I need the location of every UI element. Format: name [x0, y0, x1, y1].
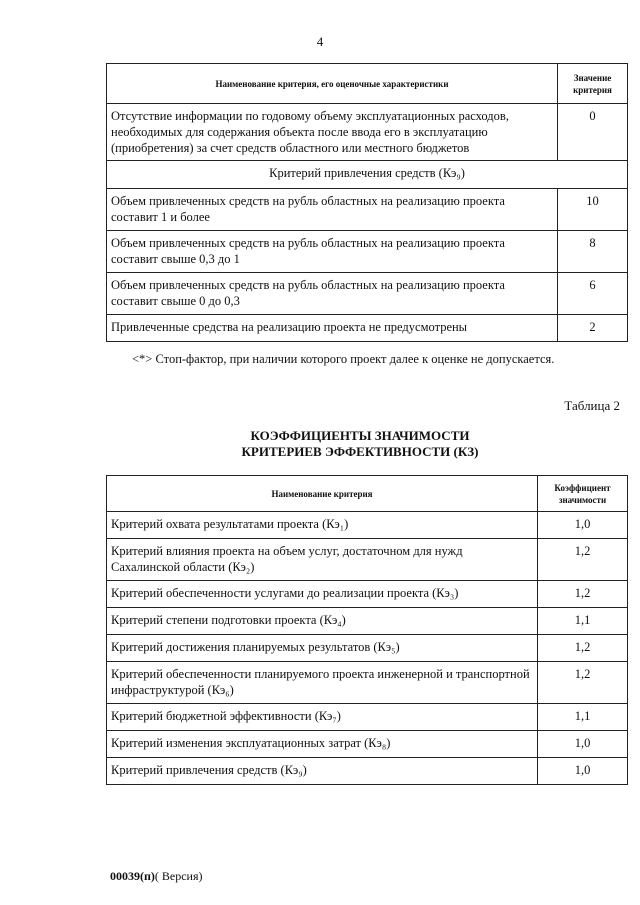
table-row [107, 608, 628, 635]
page-number: 4 [316, 34, 324, 49]
table-row [107, 315, 628, 342]
table2-title-line1: КОЭФФИЦИЕНТЫ ЗНАЧИМОСТИ [250, 428, 470, 443]
criterion-text: Критерий привлечения средств (Кэ₉) [107, 758, 538, 785]
criterion-text: Критерий изменения эксплуатационных затрат (Кэ₈) [107, 731, 538, 758]
criterion-text: Объем привлеченных средств на рубль областных на реализацию проекта составит 1 и более [107, 189, 558, 231]
table-row [107, 758, 628, 785]
criterion-value: 2 [558, 315, 628, 342]
criterion-text: Критерий обеспеченности услугами до реализации проекта (Кэ₃) [107, 581, 538, 608]
document-code-version: ( Версия) [154, 869, 203, 883]
criterion-text: Объем привлеченных средств на рубль областных на реализацию проекта составит свыше 0,3 до 1 [107, 231, 558, 273]
criterion-text: Критерий степени подготовки проекта (Кэ₄) [107, 608, 538, 635]
criterion-text: Критерий достижения планируемых результатов (Кэ₅) [107, 635, 538, 662]
table-row [107, 189, 628, 231]
table-row [107, 539, 628, 581]
table-row [107, 273, 628, 315]
criterion-value: 8 [558, 231, 628, 273]
coefficient-value: 1,0 [538, 758, 628, 785]
section-title: Критерий привлечения средств (Кэ₉) [107, 161, 628, 189]
table-row [107, 635, 628, 662]
criterion-text: Привлеченные средства на реализацию проекта не предусмотрены [107, 315, 558, 342]
table2-header-value: Коэффициент значимости [538, 476, 628, 512]
coefficient-value: 1,1 [538, 704, 628, 731]
table1-header-name: Наименование критерия, его оценочные характеристики [107, 64, 558, 104]
criterion-text: Критерий охвата результатами проекта (Кэ₁) [107, 512, 538, 539]
criterion-text: Критерий влияния проекта на объем услуг, достаточном для нужд Сахалинской области (Кэ₂) [107, 539, 538, 581]
stop-factor-footnote: <*> Стоп-фактор, при наличии которого проект далее к оценке не допускается. [132, 352, 555, 366]
coefficient-value: 1,2 [538, 581, 628, 608]
table-row [107, 704, 628, 731]
table-row [107, 662, 628, 704]
coefficient-value: 1,0 [538, 512, 628, 539]
coefficient-value: 1,2 [538, 635, 628, 662]
document-code-number: 00039(п) [110, 869, 155, 883]
coefficient-value: 1,1 [538, 608, 628, 635]
criterion-text: Отсутствие информации по годовому объему эксплуатационных расходов, необходимых для содержания объекта после ввода его в эксплуатацию (приобретения) за счет средств областного или местного бюджетов [107, 104, 558, 161]
table-row [107, 231, 628, 273]
table1-header-value: Значение критерия [558, 64, 628, 104]
criterion-text: Критерий бюджетной эффективности (Кэ₇) [107, 704, 538, 731]
coefficient-value: 1,0 [538, 731, 628, 758]
criterion-text: Объем привлеченных средств на рубль областных на реализацию проекта составит свыше 0 до 0,3 [107, 273, 558, 315]
criteria-values-table [106, 63, 628, 342]
document-code [110, 869, 203, 884]
table-section-row [107, 161, 628, 189]
criterion-value: 6 [558, 273, 628, 315]
table2-title-line2: КРИТЕРИЕВ ЭФФЕКТИВНОСТИ (КЗ) [241, 444, 479, 459]
coefficient-value: 1,2 [538, 539, 628, 581]
criterion-text: Критерий обеспеченности планируемого проекта инженерной и транспортной инфраструктурой (Кэ₆) [107, 662, 538, 704]
coefficient-value: 1,2 [538, 662, 628, 704]
table2-label: Таблица 2 [564, 398, 620, 413]
criterion-value: 10 [558, 189, 628, 231]
table-row [107, 512, 628, 539]
table-row [107, 104, 628, 161]
significance-coefficients-table [106, 475, 628, 785]
table-row [107, 731, 628, 758]
table2-header-name: Наименование критерия [107, 476, 538, 512]
table2-title [0, 428, 640, 460]
table-row [107, 581, 628, 608]
criterion-value: 0 [558, 104, 628, 161]
